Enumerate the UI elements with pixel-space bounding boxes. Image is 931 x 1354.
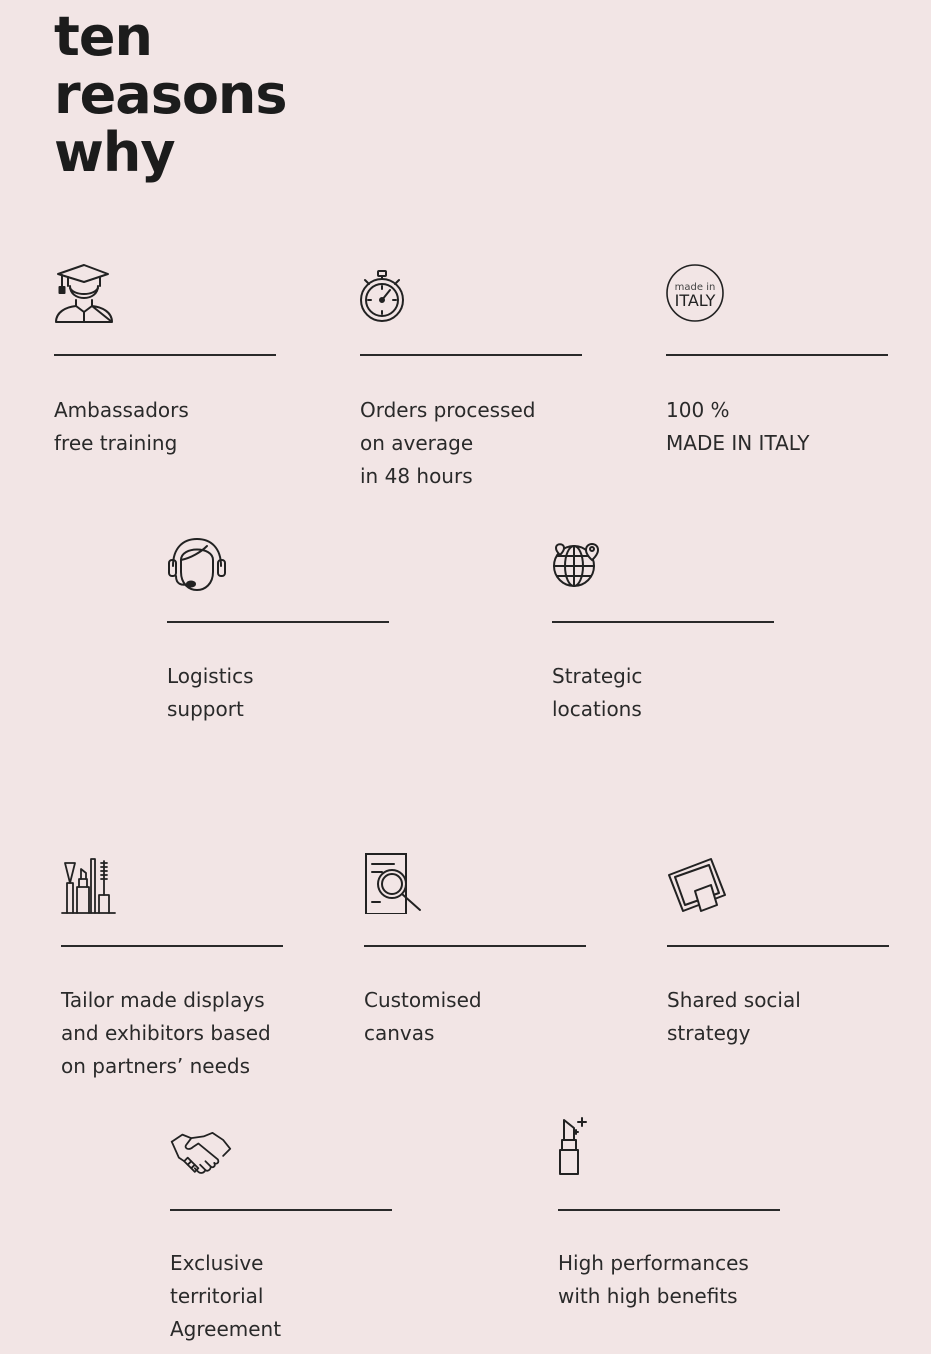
document-search-icon — [364, 852, 426, 914]
divider — [667, 945, 889, 947]
divider — [364, 945, 586, 947]
reason-label: Tailor made displays and exhibitors based on partners’ needs — [61, 988, 271, 1078]
made-in-italy-icon — [666, 264, 728, 326]
divider — [666, 354, 888, 356]
divider — [552, 621, 774, 623]
reason-label: Shared social strategy — [667, 988, 801, 1045]
divider — [360, 354, 582, 356]
svg-text:made in: made in — [674, 282, 716, 293]
reason-label: Exclusive territorial Agreement — [170, 1251, 282, 1341]
cosmetics-icon — [61, 855, 123, 917]
stopwatch-icon — [360, 266, 422, 328]
lipstick-icon — [558, 1114, 620, 1176]
title-line: why — [54, 121, 175, 184]
globe-pin-icon — [552, 536, 614, 598]
reason-label: High performances with high benefits — [558, 1251, 749, 1308]
title-line: ten — [54, 5, 152, 68]
reason-label: Strategic locations — [552, 664, 643, 721]
reason-label: Customised canvas — [364, 988, 482, 1045]
graduate-icon — [54, 262, 116, 324]
divider — [61, 945, 283, 947]
reason-label: Orders processed on average in 48 hours — [360, 398, 536, 488]
headset-icon — [167, 536, 229, 598]
divider — [558, 1209, 780, 1211]
reason-label: Logistics support — [167, 664, 254, 721]
social-devices-icon — [667, 855, 729, 917]
reason-label: Ambassadors free training — [54, 398, 189, 455]
handshake-icon — [170, 1124, 232, 1186]
page-title — [54, 5, 287, 184]
title-line: reasons — [54, 63, 287, 126]
divider — [54, 354, 276, 356]
svg-text:ITALY: ITALY — [674, 291, 716, 310]
divider — [170, 1209, 392, 1211]
reason-label: 100 % MADE IN ITALY — [666, 398, 810, 455]
divider — [167, 621, 389, 623]
